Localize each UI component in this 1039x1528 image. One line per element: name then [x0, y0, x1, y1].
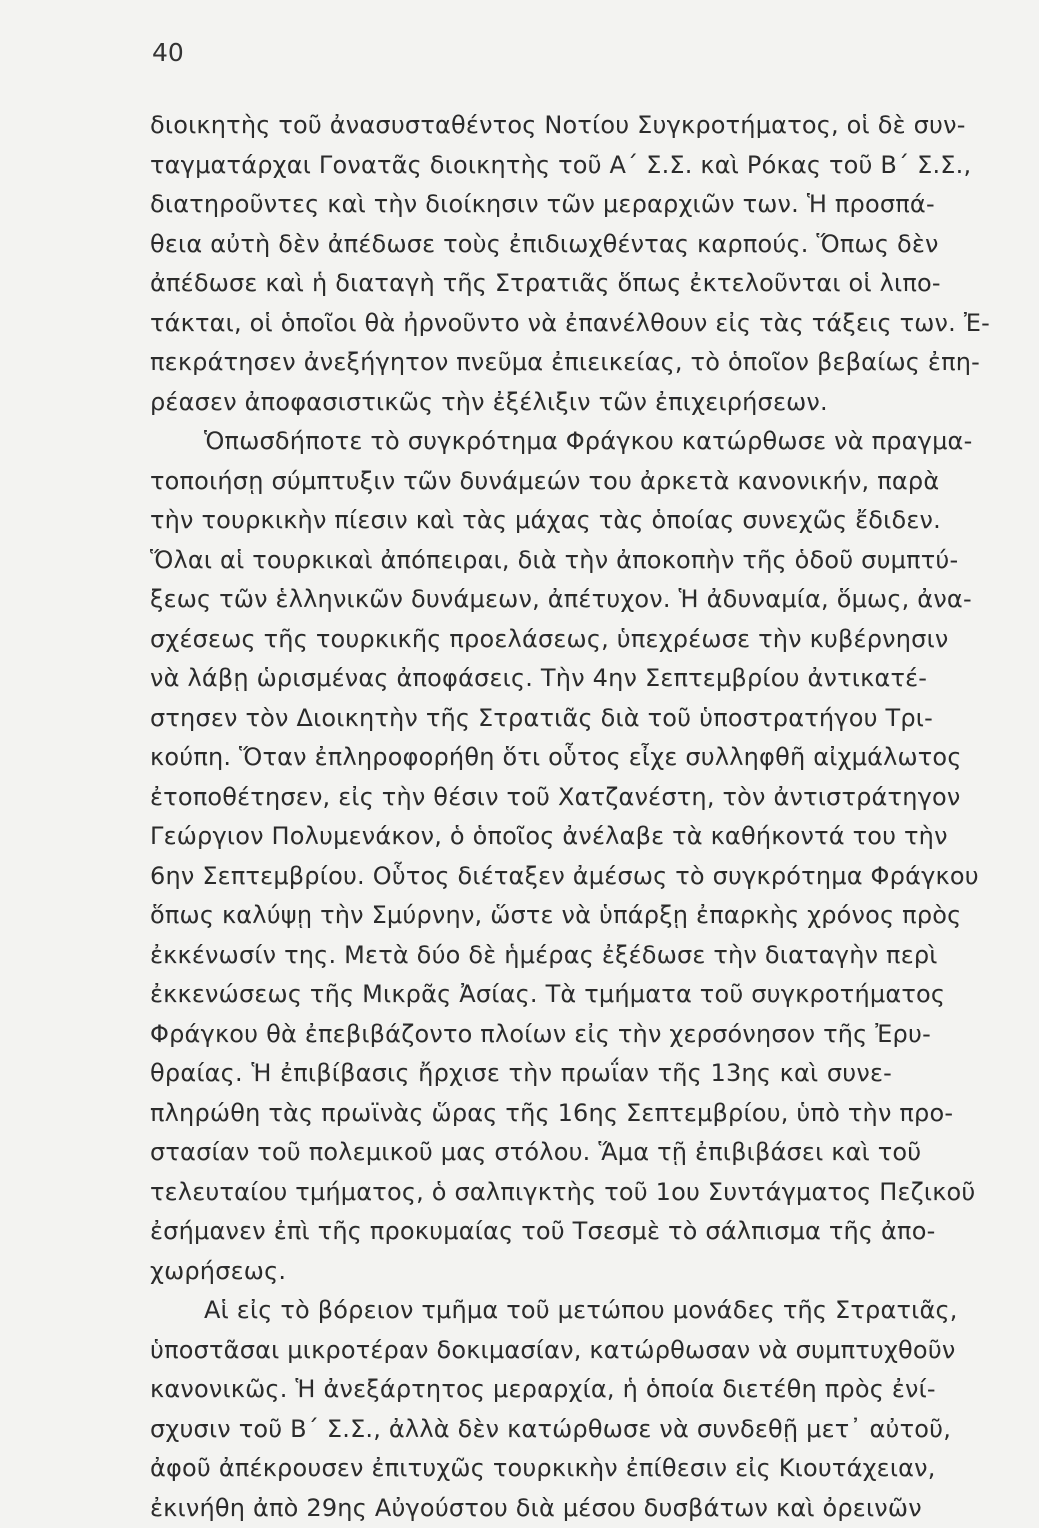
text-line: Αἱ εἰς τὸ βόρειον τμῆμα τοῦ μετώπου μονάδες τῆς Στρατιᾶς, — [150, 1291, 892, 1331]
text-line: ταγματάρχαι Γονατᾶς διοικητὴς τοῦ Α΄ Σ.Σ. καὶ Ρόκας τοῦ Β΄ Σ.Σ., — [150, 146, 892, 186]
text-line: κούπη. Ὅταν ἐπληροφορήθη ὅτι οὗτος εἶχε συλληφθῆ αἰχμάλωτος — [150, 738, 892, 778]
text-line: Γεώργιον Πολυμενάκον, ὁ ὁποῖος ἀνέλαβε τὰ καθήκοντά του τὴν — [150, 817, 892, 857]
text-line: Ὅλαι αἱ τουρκικαὶ ἀπόπειραι, διὰ τὴν ἀποκοπὴν τῆς ὁδοῦ συμπτύ- — [150, 541, 892, 581]
text-line: νὰ λάβῃ ὡρισμένας ἀποφάσεις. Τὴν 4ην Σεπτεμβρίου ἀντικατέ- — [150, 659, 892, 699]
text-line: ἐτοποθέτησεν, εἰς τὴν θέσιν τοῦ Χατζανέστη, τὸν ἀντιστράτηγον — [150, 778, 892, 818]
body-text — [150, 106, 892, 1528]
text-line: Ὁπωσδήποτε τὸ συγκρότημα Φράγκου κατώρθωσε νὰ πραγμα- — [150, 422, 892, 462]
text-line: ἐκκένωσίν της. Μετὰ δύο δὲ ἡμέρας ἐξέδωσε τὴν διαταγὴν περὶ — [150, 936, 892, 976]
page-number: 40 — [152, 38, 184, 68]
text-line: ἐσήμανεν ἐπὶ τῆς προκυμαίας τοῦ Τσεσμὲ τὸ σάλπισμα τῆς ἀπο- — [150, 1212, 892, 1252]
text-line: ὅπως καλύψῃ τὴν Σμύρνην, ὥστε νὰ ὑπάρξῃ ἐπαρκὴς χρόνος πρὸς — [150, 896, 892, 936]
text-line: κανονικῶς. Ἡ ἀνεξάρτητος μεραρχία, ἡ ὁποία διετέθη πρὸς ἐνί- — [150, 1370, 892, 1410]
text-line: τὴν τουρκικὴν πίεσιν καὶ τὰς μάχας τὰς ὁποίας συνεχῶς ἔδιδεν. — [150, 501, 892, 541]
text-line: τελευταίου τμήματος, ὁ σαλπιγκτὴς τοῦ 1ου Συντάγματος Πεζικοῦ — [150, 1173, 892, 1213]
text-line: θραίας. Ἡ ἐπιβίβασις ἤρχισε τὴν πρωΐαν τῆς 13ης καὶ συνε- — [150, 1054, 892, 1094]
text-line: τοποιήσῃ σύμπτυξιν τῶν δυνάμεών του ἀρκετὰ κανονικήν, παρὰ — [150, 462, 892, 502]
text-line: ρέασεν ἀποφασιστικῶς τὴν ἐξέλιξιν τῶν ἐπιχειρήσεων. — [150, 383, 892, 423]
text-line: ἀπέδωσε καὶ ἡ διαταγὴ τῆς Στρατιᾶς ὅπως ἐκτελοῦνται οἱ λιπο- — [150, 264, 892, 304]
text-line: 6ην Σεπτεμβρίου. Οὗτος διέταξεν ἀμέσως τὸ συγκρότημα Φράγκου — [150, 857, 892, 897]
text-line: σχυσιν τοῦ Β΄ Σ.Σ., ἀλλὰ δὲν κατώρθωσε νὰ συνδεθῇ μετ᾽ αὐτοῦ, — [150, 1410, 892, 1450]
text-line: ἐκκενώσεως τῆς Μικρᾶς Ἀσίας. Τὰ τμήματα τοῦ συγκροτήματος — [150, 975, 892, 1015]
text-line: στησεν τὸν Διοικητὴν τῆς Στρατιᾶς διὰ τοῦ ὑποστρατήγου Τρι- — [150, 699, 892, 739]
text-line: ἐκινήθη ἀπὸ 29ης Αὐγούστου διὰ μέσου δυσβάτων καὶ ὀρεινῶν — [150, 1489, 892, 1528]
text-line: σχέσεως τῆς τουρκικῆς προελάσεως, ὑπεχρέωσε τὴν κυβέρνησιν — [150, 620, 892, 660]
text-line: πεκράτησεν ἀνεξήγητον πνεῦμα ἐπιεικείας, τὸ ὁποῖον βεβαίως ἐπη- — [150, 343, 892, 383]
text-line: διατηροῦντες καὶ τὴν διοίκησιν τῶν μεραρχιῶν των. Ἡ προσπά- — [150, 185, 892, 225]
text-line: πληρώθη τὰς πρωϊνὰς ὥρας τῆς 16ης Σεπτεμβρίου, ὑπὸ τὴν προ- — [150, 1094, 892, 1134]
text-line: Φράγκου θὰ ἐπεβιβάζοντο πλοίων εἰς τὴν χερσόνησον τῆς Ἐρυ- — [150, 1015, 892, 1055]
text-line: ὑποστᾶσαι μικροτέραν δοκιμασίαν, κατώρθωσαν νὰ συμπτυχθοῦν — [150, 1331, 892, 1371]
text-line: τάκται, οἱ ὁποῖοι θὰ ἠρνοῦντο νὰ ἐπανέλθουν εἰς τὰς τάξεις των. Ἐ- — [150, 304, 892, 344]
text-line: χωρήσεως. — [150, 1252, 892, 1292]
text-line: διοικητὴς τοῦ ἀνασυσταθέντος Νοτίου Συγκροτήματος, οἱ δὲ συν- — [150, 106, 892, 146]
text-line: ξεως τῶν ἑλληνικῶν δυνάμεων, ἀπέτυχον. Ἡ ἀδυναμία, ὅμως, ἀνα- — [150, 580, 892, 620]
text-line: ἀφοῦ ἀπέκρουσεν ἐπιτυχῶς τουρκικὴν ἐπίθεσιν εἰς Κιουτάχειαν, — [150, 1449, 892, 1489]
text-line: θεια αὐτὴ δὲν ἀπέδωσε τοὺς ἐπιδιωχθέντας καρπούς. Ὅπως δὲν — [150, 225, 892, 265]
text-line: στασίαν τοῦ πολεμικοῦ μας στόλου. Ἅμα τῇ ἐπιβιβάσει καὶ τοῦ — [150, 1133, 892, 1173]
